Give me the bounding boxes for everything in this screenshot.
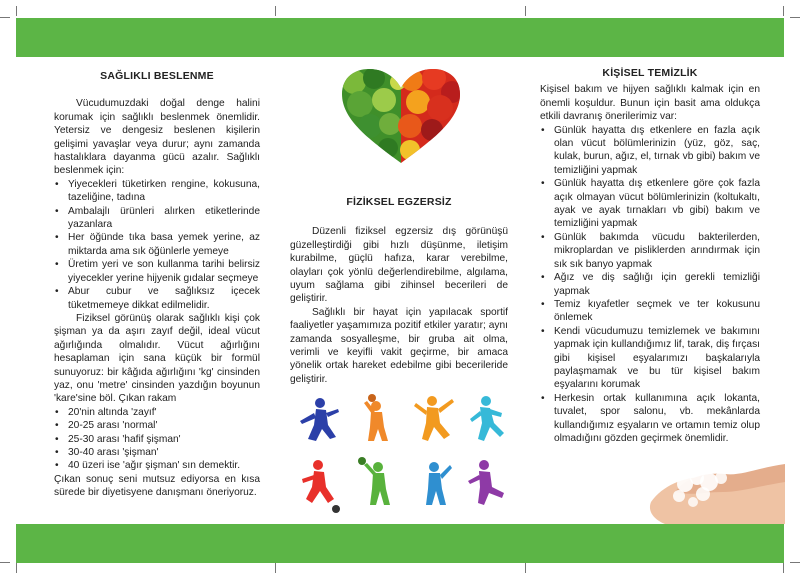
cyan-runner-icon	[470, 396, 504, 441]
crop-mark	[790, 562, 800, 563]
green-basketball-player-icon	[358, 457, 390, 505]
healthy-eating-section	[54, 70, 260, 500]
list-item: • Yiyecekleri tüketirken rengine, kokusuna, tazeliğine, tadına	[54, 178, 260, 205]
list-item: • 30-40 arası 'şişman'	[54, 446, 260, 459]
list-item: • Abur cubur ve sağlıksız içecek tüketmemeye dikkat edilmelidir.	[54, 285, 260, 312]
physical-exercise-section	[290, 196, 508, 386]
list-item: • Ağız ve diş sağlığı için gerekli temizliği yapmak	[540, 271, 760, 298]
list-item: • 20-25 arası 'normal'	[54, 419, 260, 432]
purple-kicker-icon	[468, 460, 504, 505]
crop-mark	[0, 562, 10, 563]
fruit-vegetable-heart-image	[340, 68, 462, 164]
eating-tips-list	[54, 178, 260, 312]
crop-mark	[275, 563, 276, 573]
list-item: • 40 üzeri ise 'ağır şişman' sın demektir.	[54, 459, 260, 472]
list-item: • Kendi vücudumuzu temizlemek ve bakımını yapmak için kullandığımız lif, tarak, diş fırçası gibi kişisel eşyalarımızı başkalarıyla paylaşmamak ve bu tür kişisel bakım eşyalarını korumak	[540, 325, 760, 392]
hygiene-list	[540, 124, 760, 446]
top-green-band	[16, 18, 784, 57]
weight-paragraph: Fiziksel görünüş olarak sağlıklı kişi çok şişman ya da aşırı zayıf değil, ideal vücut ağırlığında olmalıdır. Vücut ağırlığını hesaplaman için sana küçük bir formül sunuyoruz: bir kâğıda ağırlığını 'kg' cinsinden yaz, onu 'metre' cinsinden yazdığın boyunun 'kare'sine böl. Çıkan rakam	[54, 312, 260, 405]
crop-mark	[275, 6, 276, 16]
section-title: SAĞLIKLI BESLENME	[100, 70, 214, 82]
crop-mark	[790, 17, 800, 18]
crop-mark	[16, 6, 17, 16]
list-item: • 20'nin altında 'zayıf'	[54, 406, 260, 419]
washing-hands-image	[645, 442, 785, 524]
list-item: • Günlük hayatta dış etkenlere göre çok fazla açık olmayan vücut bölümlerinizin (koltukaltı, ayak ve ayak tırnakları vb gibi) bakım ve temizliğini yapmak	[540, 177, 760, 231]
blue-swimmer-icon	[426, 462, 452, 505]
section-title: KİŞİSEL TEMİZLİK	[602, 67, 698, 79]
list-item: • Günlük bakımda vücudu bakterilerden, mikroplardan ve pisliklerden arındırmak için sık sık banyo yapmak	[540, 231, 760, 271]
list-item: • Herkesin ortak kullanımına açık lokanta, tuvalet, spor salonu, vb. mekânlarda kullandığımız eşyaların ve ortamın temiz olup olmadığını gözden geçirmek önemlidir.	[540, 392, 760, 446]
list-item: • 25-30 arası 'hafif şişman'	[54, 433, 260, 446]
sports-figures-illustration	[292, 393, 512, 523]
crop-mark	[783, 6, 784, 16]
bottom-green-band	[16, 524, 784, 563]
closing-paragraph: Çıkan sonuç seni mutsuz ediyorsa en kısa sürede bir diyetisyene danışmanı öneriyoruz.	[54, 473, 260, 499]
intro-paragraph: Kişisel bakım ve hijyen sağlıklı kalmak için en önemli koşuldur. Bunun için basit ama oldukça etkili davranış önerilerimiz var:	[540, 84, 760, 123]
crop-mark	[16, 563, 17, 573]
personal-hygiene-section	[540, 67, 760, 445]
list-item: • Temiz kıyafetler seçmek ve ter kokusunu önlemek	[540, 298, 760, 325]
bmi-ranges-list	[54, 406, 260, 473]
list-item: • Ambalajlı ürünleri alırken etiketlerinde yazanlara	[54, 205, 260, 232]
list-item: • Her öğünde tıka basa yemek yerine, az miktarda ama sık öğünlerle yemeye	[54, 231, 260, 258]
crop-mark	[0, 17, 10, 18]
red-soccer-player-icon	[302, 460, 340, 513]
orange-basketball-player-icon	[364, 394, 388, 441]
section-title: FİZİKSEL EGZERSİZ	[346, 196, 452, 208]
exercise-paragraph-2: Sağlıklı bir hayat için yapılacak sportif faaliyetler yaşamımıza pozitif etkiler yaratır; aynı zamanda sosyalleşme, bir gruba ait olma, verimli ve keyifli vakit geçirme, bir amaca yönelik ortak hareket edebilme gibi becerileride geliştirir.	[290, 306, 508, 385]
exercise-paragraph-1: Düzenli fiziksel egzersiz dış görünüşü güzelleştirdiği gibi hızlı düşünme, iletişim kurabilme, güçlü hafıza, karar verebilme, olayları çok yönlü değerlendirebilme, algılama, uyum sağlama gibi zihinsel becerileri de geliştirir.	[290, 226, 508, 305]
list-item: • Üretim yeri ve son kullanma tarihi belirsiz yiyecekler yerine hijyenik gıdalar seçmeye	[54, 258, 260, 285]
crop-mark	[525, 6, 526, 16]
crop-mark	[525, 563, 526, 573]
blue-player-icon	[300, 398, 339, 441]
list-item: • Günlük hayatta dış etkenlere en fazla açık olan vücut bölümlerinizin (yüz, göz, saç, kulak, burun, ağız, el, tırnak vb gibi) bakım ve temizliğini yapmak	[540, 124, 760, 178]
orange-athlete-icon	[414, 396, 454, 441]
intro-paragraph: Vücudumuzdaki doğal denge halini korumak için sağlıklı beslenmek önemlidir. Yetersiz ve dengesiz beslenen kişilerin gelişimi yavaşlar veya durur; aynı zamanda hastalıklara dayanma gücü azalır. Sağlıklı beslenmek için:	[54, 98, 260, 177]
crop-mark	[783, 563, 784, 573]
